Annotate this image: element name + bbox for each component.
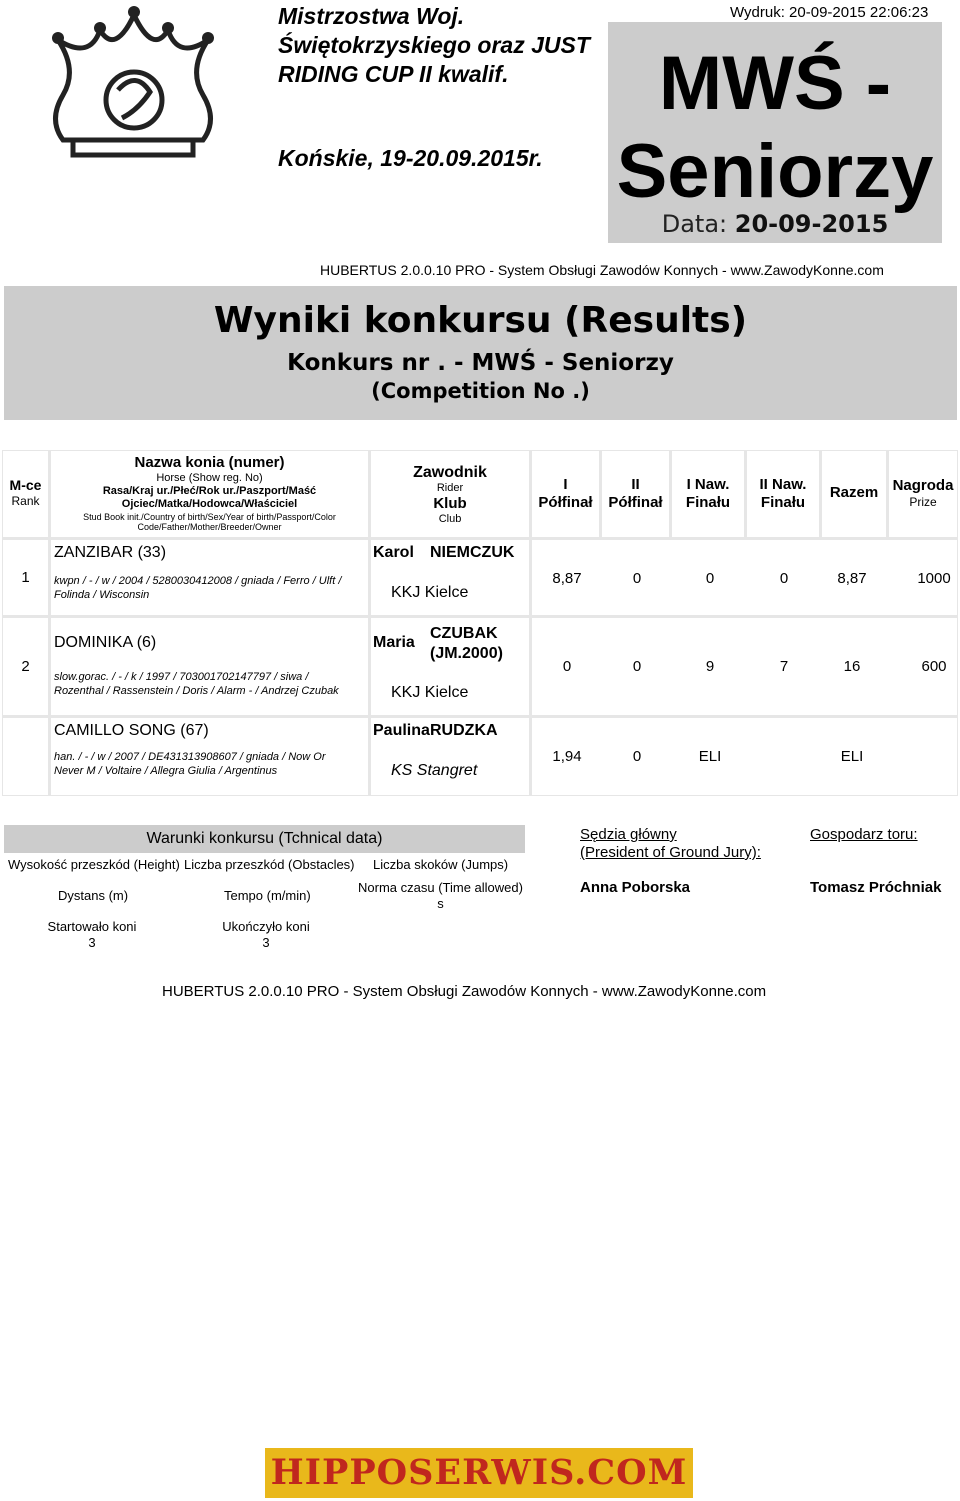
results-table bbox=[2, 450, 958, 796]
conditions-header bbox=[4, 825, 525, 853]
started-count: Startowało koni 3 bbox=[47, 919, 137, 950]
obstacles-label: Liczba przeszkód (Obstacles) bbox=[184, 857, 355, 872]
conditions-title: Warunki konkursu (Tchnical data) bbox=[146, 830, 383, 847]
rider-first-name: Maria bbox=[373, 634, 415, 651]
software-footer: HUBERTUS 2.0.0.10 PRO - System Obsługi Zawodów Konnych - www.ZawodyKonne.com bbox=[162, 983, 767, 1000]
horse-cell bbox=[51, 718, 368, 795]
header-rider: Zawodnik Rider Klub Club bbox=[371, 451, 529, 537]
header-final-round-2: II Naw. Finału bbox=[747, 451, 819, 537]
jumps-label: Liczba skoków (Jumps) bbox=[373, 857, 509, 872]
sponsor-banner bbox=[265, 1448, 693, 1498]
horse-name: ZANZIBAR bbox=[54, 544, 134, 561]
club-name: KKJ Kielce bbox=[391, 684, 469, 701]
competition-name: MWŚ - Seniorzy bbox=[616, 41, 934, 214]
rider-cell bbox=[371, 718, 529, 795]
crown-logo bbox=[18, 0, 250, 168]
horse-details: han. / - / w / 2007 / DE431313908607 / gniada / Now Or Never M / Voltaire / Allegra Giulia / Argentinus bbox=[54, 751, 326, 777]
rider-first-name: Karol bbox=[373, 544, 414, 561]
header-rank: M-ce Rank bbox=[3, 451, 48, 537]
horse-number: (33) bbox=[137, 544, 167, 561]
course-designer-label: Gospodarz toru: bbox=[810, 826, 918, 843]
height-label: Wysokość przeszkód (Height) bbox=[8, 857, 180, 872]
table-row: 2 bbox=[3, 618, 48, 715]
competition-number: (Competition No .) bbox=[371, 379, 590, 403]
horse-cell bbox=[51, 540, 368, 615]
horse-number: (6) bbox=[136, 634, 157, 651]
header-semifinal-1: I Półfinał bbox=[532, 451, 599, 537]
horse-name: DOMINIKA bbox=[54, 634, 133, 651]
sponsor-logo-text: HIPPOSERWIS.COM bbox=[270, 1452, 688, 1493]
horse-cell bbox=[51, 618, 368, 715]
results-banner bbox=[4, 286, 957, 420]
finished-count: Ukończyło koni 3 bbox=[222, 919, 310, 950]
competition-date: Data: 20-09-2015 bbox=[661, 210, 889, 238]
horse-name: CAMILLO SONG bbox=[54, 722, 176, 739]
club-name: KKJ Kielce bbox=[391, 584, 469, 601]
header-final-round-1: I Naw. Finału bbox=[672, 451, 744, 537]
table-row bbox=[3, 718, 48, 795]
course-designer-name: Tomasz Próchniak bbox=[810, 879, 942, 896]
header-prize: Nagroda Prize bbox=[889, 451, 957, 537]
tempo-label: Tempo (m/min) bbox=[224, 888, 311, 903]
header-semifinal-2: II Półfinał bbox=[602, 451, 669, 537]
rider-last-name: NIEMCZUK bbox=[430, 544, 515, 561]
horse-details: kwpn / - / w / 2004 / 5280030412008 / gniada / Ferro / Ulft / Folinda / Wisconsin bbox=[54, 575, 342, 601]
horse-details: slow.gorac. / - / k / 1997 / 703001702147797 / siwa / Rozenthal / Rassenstein / Doris / Alarm - / Andrzej Czubak bbox=[54, 671, 339, 697]
header-total: Razem bbox=[822, 451, 886, 537]
horse-number: (67) bbox=[180, 722, 209, 739]
rider-cell bbox=[371, 540, 529, 615]
judge-label: Sędzia główny (President of Ground Jury): bbox=[580, 826, 761, 861]
club-name: KS Stangret bbox=[391, 762, 478, 779]
software-line: HUBERTUS 2.0.0.10 PRO - System Obsługi Zawodów Konnych - www.ZawodyKonne.com bbox=[320, 262, 884, 278]
results-title: Wyniki konkursu (Results) bbox=[213, 300, 748, 341]
scores-cell: 0 0 9 7 16 600 bbox=[532, 618, 957, 715]
distance-label: Dystans (m) bbox=[58, 888, 129, 903]
time-allowed: Norma czasu (Time allowed) s bbox=[358, 880, 523, 911]
rider-first-name: Paulina bbox=[373, 722, 430, 739]
printout-timestamp: Wydruk: 20-09-2015 22:06:23 bbox=[730, 4, 929, 21]
rider-last-name: CZUBAK (JM.2000) bbox=[430, 625, 503, 662]
competition-box bbox=[608, 22, 942, 243]
table-row: 1 bbox=[3, 540, 48, 615]
judge-name: Anna Poborska bbox=[580, 879, 691, 896]
rider-last-name: RUDZKA bbox=[430, 722, 498, 739]
header-horse: Nazwa konia (numer) Horse (Show reg. No) Rasa/Kraj ur./Płeć/Rok ur./Paszport/Maść Ojciec/Matka/Hodowca/Właściciel Stud Book init./Country of birth/Sex/Year of birth/Passport/Color Code/Father/Mother/Breeder/Owner bbox=[51, 451, 368, 537]
scores-cell: 1,94 0 ELI ELI bbox=[532, 718, 957, 795]
scores-cell: 8,87 0 0 0 8,87 1000 bbox=[532, 540, 957, 615]
competition-label: Konkurs nr . - MWŚ - Seniorzy bbox=[287, 350, 674, 376]
rider-cell bbox=[371, 618, 529, 715]
event-place-date: Końskie, 19-20.09.2015r. bbox=[278, 145, 543, 171]
event-title: Mistrzostwa Woj. Świętokrzyskiego oraz JUST RIDING CUP II kwalif. bbox=[278, 3, 590, 87]
